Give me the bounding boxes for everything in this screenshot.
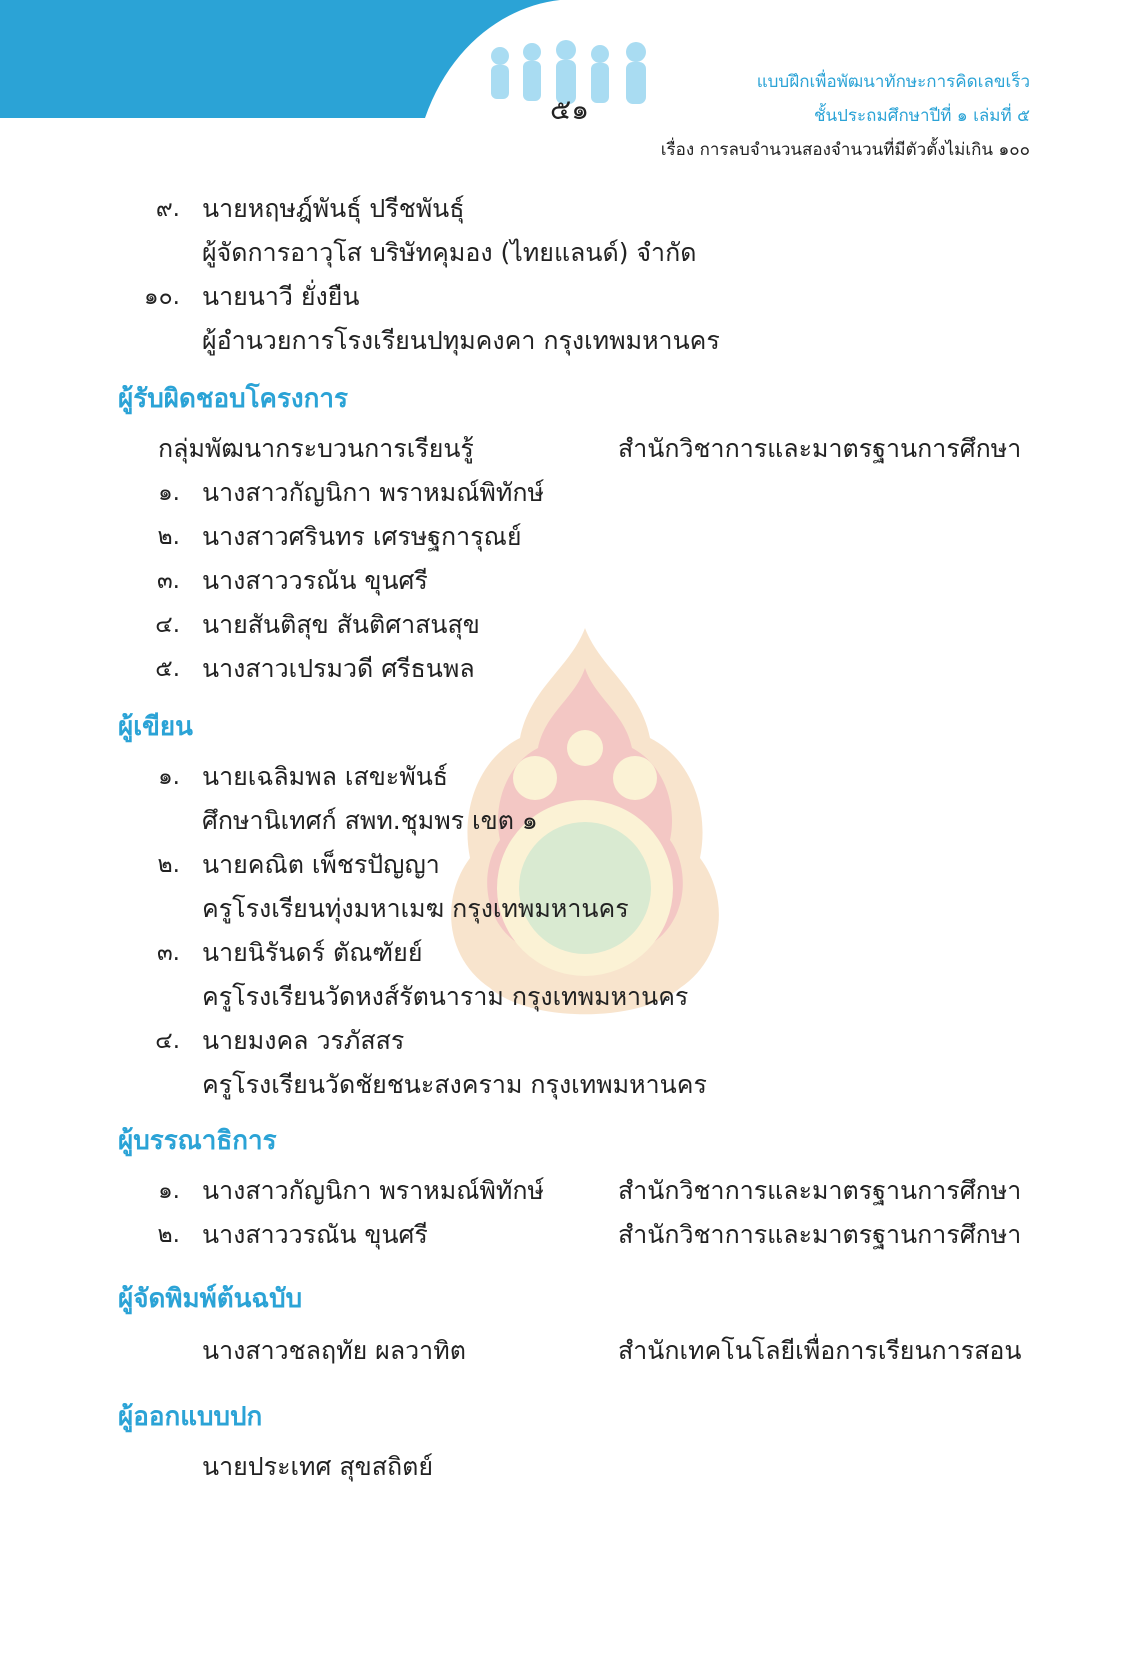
organization: สำนักวิชาการและมาตรฐานการศึกษา bbox=[618, 1176, 1022, 1205]
organization: สำนักวิชาการและมาตรฐานการศึกษา bbox=[618, 434, 1022, 463]
list-number: ๒. bbox=[157, 1222, 180, 1248]
list-number: ๓. bbox=[156, 940, 180, 966]
person-position: ครูโรงเรียนทุ่งมหาเมฆ กรุงเทพมหานคร bbox=[202, 894, 629, 923]
list-number: ๔. bbox=[155, 1028, 180, 1054]
list-number: ๑. bbox=[158, 480, 180, 506]
list-number: ๑. bbox=[158, 1178, 180, 1204]
list-number: ๒. bbox=[157, 852, 180, 878]
book-topic: เรื่อง การลบจำนวนสองจำนวนที่มีตัวตั้งไม่เกิน ๑๐๐ bbox=[660, 140, 1030, 160]
person-position: ศึกษานิเทศก์ สพท.ชุมพร เขต ๑ bbox=[202, 806, 538, 835]
group-name: กลุ่มพัฒนากระบวนการเรียนรู้ bbox=[158, 434, 474, 463]
person-name: นางสาวกัญนิกา พราหมณ์พิทักษ์ bbox=[202, 1176, 544, 1205]
person-name: นายหฤษฎ์พันธุ์ ปรีชพันธุ์ bbox=[202, 194, 465, 223]
person-name: นายประเทศ สุขสถิตย์ bbox=[202, 1452, 433, 1481]
person-name: นางสาวเปรมวดี ศรีธนพล bbox=[202, 654, 475, 683]
person-name: นางสาววรณัน ขุนศรี bbox=[202, 566, 428, 595]
list-number: ๕. bbox=[155, 656, 180, 682]
person-name: นางสาวกัญนิกา พราหมณ์พิทักษ์ bbox=[202, 478, 544, 507]
section-heading-cover: ผู้ออกแบบปก bbox=[118, 1402, 263, 1432]
organization: สำนักวิชาการและมาตรฐานการศึกษา bbox=[618, 1220, 1022, 1249]
person-name: นางสาววรณัน ขุนศรี bbox=[202, 1220, 428, 1249]
page-number: ๕๑ bbox=[550, 93, 589, 126]
list-number: ๒. bbox=[157, 524, 180, 550]
person-name: นายมงคล วรภัสสร bbox=[202, 1026, 405, 1055]
list-number: ๙. bbox=[155, 196, 180, 222]
list-number: ๑๐. bbox=[144, 284, 180, 310]
section-heading-project: ผู้รับผิดชอบโครงการ bbox=[118, 384, 348, 414]
list-number: ๓. bbox=[156, 568, 180, 594]
section-heading-writers: ผู้เขียน bbox=[118, 712, 193, 742]
person-name: นายเฉลิมพล เสขะพันธ์ bbox=[202, 762, 449, 791]
person-position: ผู้อำนวยการโรงเรียนปทุมคงคา กรุงเทพมหานคร bbox=[202, 326, 720, 355]
person-position: ผู้จัดการอาวุโส บริษัทคุมอง (ไทยแลนด์) จำกัด bbox=[202, 238, 697, 267]
person-name: นายนิรันดร์ ตัณฑัยย์ bbox=[202, 938, 423, 967]
book-title: แบบฝึกเพื่อพัฒนาทักษะการคิดเลขเร็ว bbox=[756, 72, 1030, 92]
person-position: ครูโรงเรียนวัดหงส์รัตนาราม กรุงเทพมหานคร bbox=[202, 982, 689, 1011]
list-number: ๔. bbox=[155, 612, 180, 638]
person-name: นางสาวชลฤทัย ผลวาทิต bbox=[202, 1336, 466, 1365]
header-blue-band bbox=[0, 0, 560, 118]
section-heading-editors: ผู้บรรณาธิการ bbox=[118, 1126, 277, 1156]
organization: สำนักเทคโนโลยีเพื่อการเรียนการสอน bbox=[618, 1336, 1022, 1365]
person-name: นายนาวี ยั่งยืน bbox=[202, 282, 360, 311]
person-position: ครูโรงเรียนวัดชัยชนะสงคราม กรุงเทพมหานคร bbox=[202, 1070, 707, 1099]
list-number: ๑. bbox=[158, 764, 180, 790]
section-heading-typesetter: ผู้จัดพิมพ์ต้นฉบับ bbox=[118, 1284, 303, 1314]
person-name: นางสาวศรินทร เศรษฐการุณย์ bbox=[202, 522, 522, 551]
person-name: นายสันติสุข สันติศาสนสุข bbox=[202, 610, 480, 639]
person-name: นายคณิต เพ็ชรปัญญา bbox=[202, 850, 440, 879]
book-level: ชั้นประถมศึกษาปีที่ ๑ เล่มที่ ๕ bbox=[813, 106, 1030, 126]
